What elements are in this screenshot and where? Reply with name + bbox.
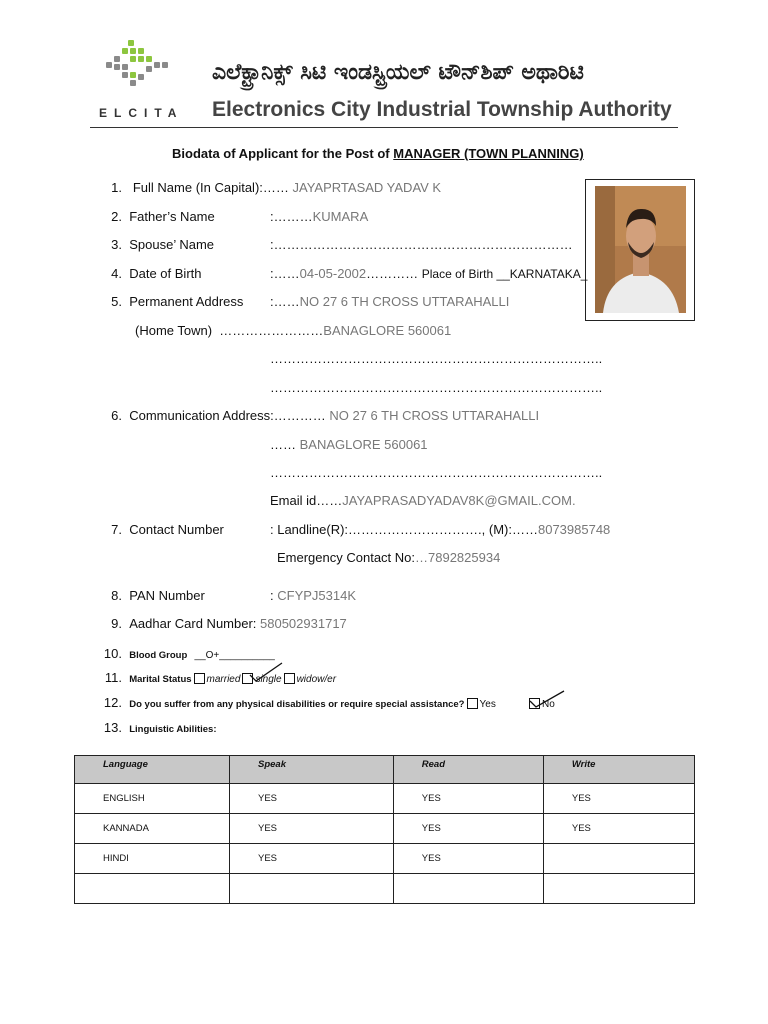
field-spouse-name: 3. Spouse’ Name xyxy=(111,237,215,252)
disability-yes-checkbox[interactable] xyxy=(467,698,478,709)
cell-read: YES xyxy=(393,814,543,844)
field-contact-number: 7. Contact Number xyxy=(111,522,224,537)
cell-language: KANNADA xyxy=(75,814,230,844)
field-linguistic-abilities: 13. Linguistic Abilities: xyxy=(103,720,217,735)
field-home-town: (Home Town) ……………………BANAGLORE 560061 xyxy=(135,323,452,338)
header-write: Write xyxy=(543,756,694,784)
header-language: Language xyxy=(75,756,230,784)
married-checkbox[interactable] xyxy=(194,673,205,684)
table-row xyxy=(75,784,695,814)
communication-city-value: BANAGLORE 560061 xyxy=(299,437,428,452)
cell-language: HINDI xyxy=(75,844,230,874)
field-email: Email id……JAYAPRASADYADAV8K@GMAIL.COM. xyxy=(270,493,576,508)
widower-checkbox[interactable] xyxy=(284,673,295,684)
post-name: MANAGER (TOWN PLANNING) xyxy=(393,146,584,161)
field-disability: 12. Do you suffer from any physical disabilities or require special assistance? Yes xyxy=(103,695,496,710)
address-blank-line: ………………………………………………………………….. xyxy=(270,351,603,366)
field-marital-status: 11. Marital Status married single widow/er xyxy=(104,670,337,685)
cell-read xyxy=(393,874,543,904)
header-read: Read xyxy=(393,756,543,784)
table-header-row xyxy=(75,756,695,784)
table-row xyxy=(75,814,695,844)
field-blood-group: 10. Blood Group __O+__________ xyxy=(103,646,275,661)
language-table xyxy=(74,755,695,904)
header-divider xyxy=(90,127,678,128)
field-full-name: 1. Full Name (In Capital):…… JAYAPRTASAD YADAV K xyxy=(111,180,442,195)
cell-write: YES xyxy=(543,784,694,814)
home-town-value: BANAGLORE 560061 xyxy=(323,323,452,338)
field-emergency-contact: Emergency Contact No:…7892825934 xyxy=(277,550,501,565)
kannada-title: ಎಲೆಕ್ಟ್ರಾನಿಕ್ಸ್ ಸಿಟಿ ಇಂಡಸ್ಟ್ರಿಯಲ್ ಟೌನ್‌ಶಿಪ್ ಅಥಾರಿಟಿ xyxy=(212,60,584,85)
logo-wordmark: ELCITA xyxy=(99,106,184,120)
place-of-birth: Place of Birth __KARNATAKA_ xyxy=(421,267,588,281)
emergency-value: 7892825934 xyxy=(428,550,501,565)
email-value: JAYAPRASADYADAV8K@GMAIL.COM xyxy=(342,493,572,508)
field-communication-address: 6. Communication Address:………… NO 27 6 TH CROSS UTTARAHALLI xyxy=(111,408,540,423)
cell-write xyxy=(543,844,694,874)
table-row xyxy=(75,844,695,874)
cell-read: YES xyxy=(393,784,543,814)
full-name-value: JAYAPRTASAD YADAV K xyxy=(292,180,442,195)
org-title: Electronics City Industrial Township Authority xyxy=(212,98,672,121)
field-aadhar: 9. Aadhar Card Number: 580502931717 xyxy=(111,616,347,631)
field-dob: 4. Date of Birth xyxy=(111,266,202,281)
field-permanent-address: 5. Permanent Address xyxy=(111,294,244,309)
header-speak: Speak xyxy=(230,756,394,784)
cell-speak xyxy=(230,874,394,904)
aadhar-value: 580502931717 xyxy=(260,616,347,631)
father-name-value: KUMARA xyxy=(312,209,369,224)
permanent-address-value: NO 27 6 TH CROSS UTTARAHALLI xyxy=(299,294,510,309)
field-pan: 8. PAN Number xyxy=(111,588,205,603)
single-checkmark-icon xyxy=(248,661,284,685)
table-row xyxy=(75,874,695,904)
field-father-name: 2. Father’s Name xyxy=(111,209,215,224)
blood-group-value: __O+__________ xyxy=(194,650,275,661)
cell-language xyxy=(75,874,230,904)
cell-speak: YES xyxy=(230,784,394,814)
cell-language: ENGLISH xyxy=(75,784,230,814)
cell-speak: YES xyxy=(230,844,394,874)
pan-value: CFYPJ5314K xyxy=(277,588,356,603)
address-blank-line: ………………………………………………………………….. xyxy=(270,380,603,395)
cell-speak: YES xyxy=(230,814,394,844)
cell-write: YES xyxy=(543,814,694,844)
no-checkmark-icon xyxy=(527,689,567,711)
cell-write xyxy=(543,874,694,904)
cell-read: YES xyxy=(393,844,543,874)
communication-address-value: NO 27 6 TH CROSS UTTARAHALLI xyxy=(329,408,540,423)
dob-value: 04-05-2002 xyxy=(299,266,367,281)
address-blank-line: ………………………………………………………………….. xyxy=(270,465,603,480)
form-title: Biodata of Applicant for the Post of MANAGER (TOWN PLANNING) xyxy=(172,146,584,161)
elcita-logo xyxy=(104,38,174,90)
applicant-photo xyxy=(595,186,686,313)
mobile-value: 8073985748 xyxy=(537,522,611,537)
